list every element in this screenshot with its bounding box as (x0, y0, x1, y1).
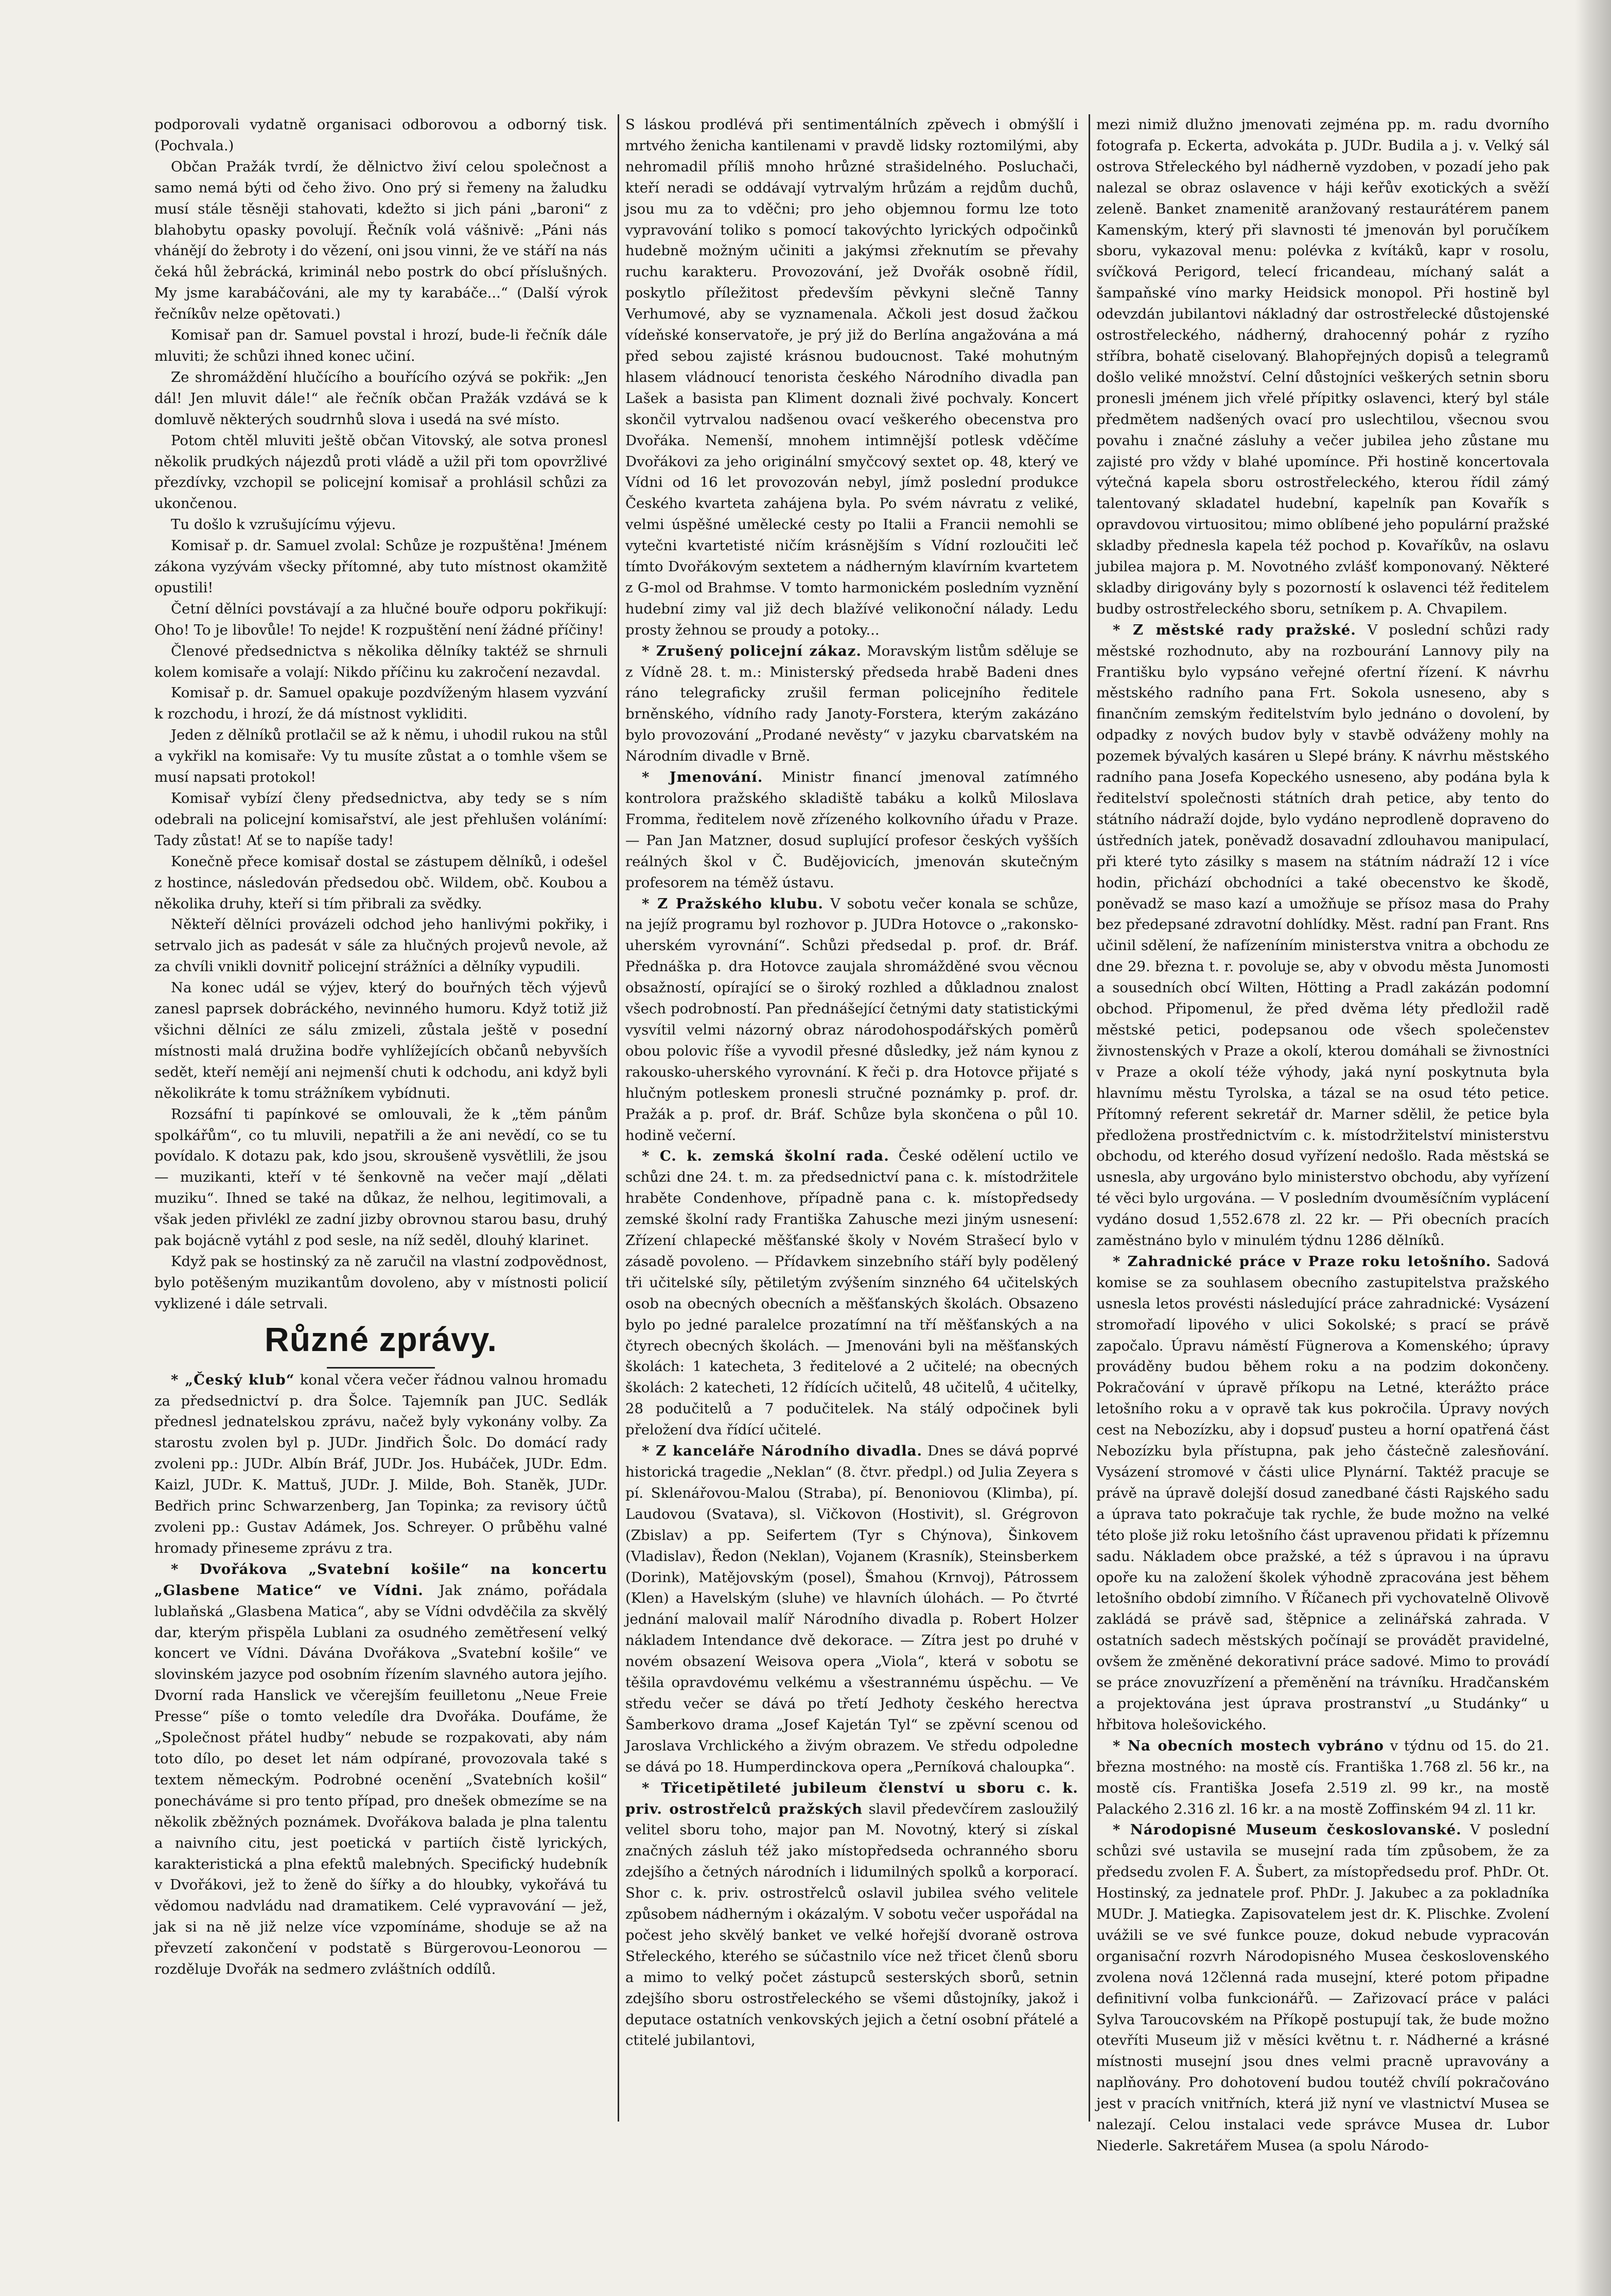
article-body: Dnes se dává poprvé historická tragedie „Neklan“ (8. čtvr. předpl.) od Julia Zeyera s pí. Sklenářovou-Malou (Straba), pí. Benoniovou (Klimba), pí. Laudovou (Svatava), sl. Vičkovon (Hostivit), sl. Grégrovon (Zbislav) a pp. Seifertem (Tyr s Chýnova), Šinkovem (Vladislav), Ředon (Neklan), Vojanem (Krasník), Steinsberkem (Dorink), Matějovským (posel), Šmahou (Krnvoj), Pátrossem (Klen) a Havelským (sluhe) ve hlavních úlohách. — Po čtvrté jednání malovail malíř Národního divadla p. Robert Holzer nákladem Intendance dvě dekorace. — Zítra jest po druhé v novém obsazení Weisova opera „Viola“, která v sobotu se těšila opravdovému velkému a všestrannému úspěchu. — Ve středu večer se dává po třetí Jedhoty českého herectva Šamberkovo drama „Josef Kajetán Tyl“ se zpěvní scenou od Jaroslava Vrchlického a živým obrazem. Ve středu odpoledne se dává po 18. Humperdinckova opera „Perníková chaloupka“. (625, 1443, 1078, 1775)
article-body: V poslední schůzi rady městské rozhodnuto, aby na rozbourání Lannovy pily na Františku bylo vypsáno veřejné ofertní řízení. K návrhu městského radního pana Frt. Sokola usneseno, aby s finančním zemským ředitelstvím bylo jednáno o dovolení, by odpadky z nových budov byly v stavbě odváženy mohly na pozemek bývalých kasáren u Slepé brány. K návrhu městského radního pana Josefa Kopeckého usneseno, aby podána byla k ředitelství společnosti státních drah petice, aby tento do státního nádraží dojde, bylo vydáno neprodleně dopraveno do ústředních jatek, poněvadž dosavadní zdlouhavou manipulací, při které tyto zásilky s masem na státním nádraží 12 i více hodin, přichází obchodníci a také obecenstvo ke škodě, poněvadž se maso kazí a umožňuje se přísoz masa do Prahy bez předepsané zdravotní dohlídky. Měst. radní pan Frant. Rns učinil sdělení, že nafízeníním ministerstva vnitra a obchodu ze dne 29. března t. r. povoluje se, aby v obvodu města Junomosti a sousedních obcí Wilten, Hötting a Pradl zakázán podomní obchod. Připomenul, že před dvěma léty předložil radě městské petici, podepsanou ode všech společenstev živnostenských v Praze a okolí, kterou domáhali se živnostníci v Praze a okolí téže výhody, jaká nyní poskytnuta byla hlavnímu městu Tyrolska, a tázal se na osud této petice. Přítomný referent sekretář dr. Marner sdělil, že petice byla předložena prostřednictvím c. k. místodržitelství ministerstvu obchodu, od kterého dosud vyřízení nedošlo. Rada městská se usnesla, aby urgováno bylo ministerstvo obchodu, aby vyřízení té věci bylo urgována. — V posledním dvouměsíčním vyplácení vydáno dosud 1,552.678 zl. 22 kr. — Při obecních pracích zaměstnáno bylo v minulém týdnu 1286 dělníků. (1096, 621, 1550, 1249)
article-heading: * Jmenování. (642, 769, 763, 786)
paragraph: Tu došlo k vzrušujícímu výjevu. (171, 516, 396, 533)
article-heading: * Zahradnické práce v Praze roku letošního. (1113, 1253, 1492, 1270)
article-heading: * „Český klub“ (171, 1371, 295, 1388)
paragraph: Četní dělníci povstávají a za hlučné bouře odporu pokřikují: Oho! To je libovůle! To nejde! K rozpuštění není žádné příčiny! (154, 600, 607, 638)
paragraph: Potom chtěl mluviti ještě občan Vitovský, ale sotva pronesl několik prudkých nájezdů proti vládě a užil při tom opovržlivé přezdívky, vzchopil se policejní komisař a prohlásil schůzi za ukončenou. (154, 432, 607, 512)
paragraph: Na konec udál se výjev, který do bouřných těch výjevů zanesl paprsek dobráckého, nevinného humoru. Když totiž již všichni dělníci ze sálu zmizeli, zůstala ještě v posední místnosti malá družina bodře vyhlížejících občanů nebyvších sedět, kteří nemějí ani nejmenší chuti k odchodu, ani když byli několikráte k tomu strážníkem vybídnuti. (154, 979, 607, 1101)
paragraph: S láskou prodlévá při sentimentálních zpěvech i obmýšlí i mrtvého ženicha kantilenami v pravdě lidsky roztomilými, aby nehromadil příliš mnoho hrůzné strašidelného. Posluchači, kteří neradi se oddávají vytrvalým hrůzám a rejdům duchů, jsou mu za to vděčni; pro jeho objemnou formu lze toto vypravování toliko s pomocí takovýchto lyrických odpočinků hudebně možným učiniti a jakýmsi zřeknutím se převahy ruchu karakteru. Provozování, jež Dvořák osobně řídil, poskytlo příležitost především pěvkyni slečně Tanny Verhumové, aby se vyznamenala. Ačkoli jest dosud žačkou vídeňské konservatoře, je prý již do Berlína angažována a má před sebou zajisté krásnou budoucnost. Také mohutným hlasem vládnoucí tenorista českého Národního divadla pan Lašek a basista pan Kliment doznali živé pochvaly. Koncert skončil vytrvalou nadšenou ovací veškerého obecenstva pro Dvořáka. Nemenší, mnohem intimnější potlesk vděčíme Dvořákovi za jeho originální smyčcový sextet op. 48, který ve Vídni od 16 let provozován nebyl, jímž poslední produkce Českého kvarteta zahájena byla. Po svém návratu z veliké, velmi úspěšné umělecké cesty po Italii a Francii nemohli se vytečni kvartetisté ničím krásnějším s Vídní rozloučiti leč tímto Dvořákovým sextetem a nádherným klavírním kvartetem z G-mol od Brahmse. V tomto harmonickém posledním vyznění hudební zimy val již dech blažívé velikonoční nálady. Ledu prosty žehnou se proudy a potoky... (625, 116, 1078, 638)
section-title: Různé zprávy. (265, 1320, 497, 1358)
paragraph: Občan Pražák tvrdí, že dělnictvo živí celou společnost a samo nemá býti od čeho živo. Ono prý si řemeny na žaludku musí stále těsněji stahovati, kdežto si jich páni „baroni“ z blahobytu opasky povolují. Řečník volá vášnivě: „Páni nás vhánějí do žebroty i do vězení, oni jsou vinni, že ve stáří na nás čeká hůl žebrácká, kriminál nebo postrk do obcí příslušných. My jsme karabáčováni, ale my ty karabáče...“ (Další výrok řečníkův nelze opětovati.) (154, 158, 607, 323)
article-body: v týdnu od 15. do 21. března mostného: na mostě cís. Františka 1.768 zl. 56 kr., na mostě cís. Františka Josefa 2.519 zl. 99 kr., na mostě Palackého 2.316 zl. 16 kr. a na mostě Zoffinském 94 zl. 11 kr. (1096, 1737, 1549, 1817)
paragraph: podporovali vydatně organisaci odborovou a odborný tisk. (Pochvala.) (154, 116, 607, 154)
article-heading: * Z městské rady pražské. (1113, 621, 1356, 638)
paragraph: Konečně přece komisař dostal se zástupem dělníků, i odešel z hostince, následován předsedou obč. Wildem, obč. Koubou a několika druhy, kteří si tím přibrali za svědky. (154, 853, 607, 912)
article-body: České odělení uctilo ve schůzi dne 24. t. m. za předsednictví pana c. k. místodržitele hraběte Condenhove, případně pana c. k. místopředsedy zemské školní rady Františka Zahusche mezi jiným usnesení: Zřízení chlapecké měšťanské školy v Novém Strašecí bylo v zásadě povoleno. — Přídavkem sinzebního stáří byly podělený tři učitelské síly, pětiletým zvýšením sinzného 64 učitelských osob na obecných obecních a měšťanských školách. Obsazeno bylo po jedné paralelce prozatímní na tří měšťanských a na čtyrech obecných školách. — Jmenováni byli na měšťanských školách: 1 katecheta, 3 ředitelové a 2 učitelé; na obecných školách: 2 katecheti, 12 řídících učitelů, 48 učitelů, 4 učitelky, 28 podučitelů a 7 podučitelek. Na stálý odpočinek byli přeložení dva řídící učitelé. (625, 1148, 1078, 1439)
article-body: konal včera večer řádnou valnou hromadu za předsednictví p. dra Šolce. Tajemník pan JUC. Sedlák přednesl jednatelskou zprávu, načež byly vykonány volby. Za starostu zvolen byl p. JUDr. Jindřich Šolc. Do domácí rady zvoleni pp.: JUDr. Albín Bráf, JUDr. Jos. Hubáček, JUDr. Edm. Kaizl, JUDr. K. Mattuš, JUDr. J. Milde, Boh. Staněk, JUDr. Bedřich princ Schwarzenberg, Jan Topinka; za revisory účtů zvoleni pp.: Gustav Adámek, Jos. Schreyer. O průběhu valné hromady přineseme zprávu z tra. (154, 1371, 607, 1556)
article-heading: * Dvořákova „Svatební košile“ na koncertu „Glasbene Matice“ ve Vídni. (154, 1561, 607, 1599)
paragraph: Jeden z dělníků protlačil se až k němu, i uhodil rukou na stůl a vykřikl na komisaře: Vy tu musíte zůstat a o tomhle všem se musí napsati protokol! (154, 727, 607, 786)
article-body: slavil předevčírem zasloužilý velitel sboru toho, major pan M. Novotný, který si získal značných zásluh též jako místopředseda ochranného sboru zdejšího a četných národních i lidumilných spolků a korporací. Shor c. k. priv. ostrostřelců oslavil jubilea svého velitele způsobem nádherným i okázalým. V sobotu večer uspořádal na počest jeho skvělý banket ve velké hořejší dvoraně ostrova Střeleckého, kterého se súčastnilo více než třicet členů sboru a mimo to velký počet zástupců sesterských sborů, setnin zdejšího sboru ostrostřeleckého se všemi důstojníky, jakož i deputace ostatních venkovských jejich a četní osobní přátelé a ctitelé jubilantovi, (625, 1800, 1079, 2049)
column-left (154, 114, 607, 2116)
article-heading: * Z Pražského klubu. (642, 895, 824, 912)
article-body: Sadová komise se za souhlasem obecního zastupitelstva pražského usnesla letos provésti následující práce zahradnické: Vysázení stromořadí lipového v ulici Sokolské; s prací se právě započalo. Úpravu náměstí Fügnerova a Komenského; úpravy prováděny budou během roku a na podzim dokončeny. Pokračování v úpravě příkopu na Letné, kterážto práce letošního roku a v opravě tak kus pokročila. Úpravy nových cest na Nebozízku, aby i dopsuď pusteu a horní opatřená část Nebozízku byla přístupna, pak jeho částečně zalesňování. Vysázení stromové v části ulice Plynární. Taktéž pracuje se právě na úpravě dolejší dosud zanedbané části Rajského sadu a úprava tato pokračuje tak rychle, že bude možno na velké této ploše již roku letošního část upravenou přidati k přízemnu sadu. Nákladem obce pražské, a též s úpravou i na úpravu opoře ku na založení školek výhodně zpracována jest během letošního období zimního. V Říčanech při vychovatelně Olivově zakládá se právě sad, štěpnice a zelinářská zahrada. V ostatních sadech městských počínají se provádět pravidelné, ovšem že změněné dekorativní práce sadové. Mimo to provádí se práce znovuzřízení a přeměnění na trávníku. Hradčanském a projektována jest úprava prostranství „u Studánky“ u hřbitova holešovického. (1096, 1253, 1549, 1733)
article-heading: * Třicetipětileté jubileum členství u sboru c. k. priv. ostrostřelců pražských (625, 1779, 1078, 1817)
paragraph: Když pak se hostinský za ně zaručil na vlastní zodpovědnost, bylo potěšeným muzikantům dovoleno, aby v místnosti policií vyklizené i dále setrvali. (154, 1253, 607, 1312)
divider (327, 1367, 435, 1369)
paragraph: mezi nimiž dlužno jmenovati zejména pp. m. radu dvorního fotografa p. Eckerta, advokáta p. JUDr. Budila a j. v. Velký sál ostrova Střeleckého byl nádherně vyzdoben, v pozadí jeho pak nalezal se obraz oslavence v háji keřův exotických a svěží zeleně. Banket znamenitě aranžovaný restaurátérem panem Kamenským, který při slavnosti té jmenován byl poručíkem sboru, vykazoval menu: polévka z kvítáků, kapr v rosolu, svíčková Perigord, telecí fricandeau, míchaný salát a šampaňské víno marky Heidsick monopol. Při hostině byl odevzdán jubilantovi nákladný dar ostrostřelecké důstojenské ostrostřeleckého, nádherný, drahocenný pohár z ryzího stříbra, bohatě ciselovaný. Blahopřejných dopisů a telegramů došlo veliké množství. Celní důstojníci veškerých setnin sboru pronesli jménem jich vřelé přípitky oslavenci, který byl stále předmětem nadšených ovací pro uslechtilou, všecnou svou povahu i značné zásluhy a večer jubilea jeho zůstane mu zajisté pro vždy v blahé upomínce. Při hostině koncertovala výtečná kapela sboru ostrostřeleckého, kterou řídil zámý talentovaný skladatel hudební, kapelník pan Kovařík s opravdovou virtuositou; mimo oblíbené jeho populární pražské skladby přednesla kapela též pochod p. Kovaříkův, na oslavu jubilea majora p. M. Novotného zvlášť komponovaný. Některé skladby dirigovány byly s pozorností k oslavenci též ředitelem budby ostrostřeleckého sboru, setníkem p. A. Chvapilem. (1096, 116, 1549, 617)
paragraph: Někteří dělníci provázeli odchod jeho hanlivými pokřiky, i setrvalo jich as padesát v sále za hlučných projevů nevole, až za chvíli vnikli dovnitř policejní strážníci a dělníky vypudili. (154, 916, 607, 975)
paragraph: Ze shromáždění hlučícího a bouřícího ozývá se pokřik: „Jen dál! Jen mluvit dále!“ ale řečník občan Pražák vzdává se k domluvě některých soudrnhů slova i usedá na své místo. (154, 369, 607, 428)
article-heading: * Na obecních mostech vybráno (1113, 1737, 1385, 1754)
column-divider (1089, 114, 1090, 2122)
paragraph: Komisař p. dr. Samuel opakuje pozdvíženým hlasem vyzvání k rozchodu, i hrozí, že dá místnost vykliditi. (154, 685, 607, 723)
paragraph: Komisař vybízí členy předsednictva, aby tedy se s ním odebrali na policejní komisařství, ale jest přehlušen volánímí: Tady zůstat! Ať se to napíše tady! (154, 790, 607, 849)
article-body: Ministr financí jmenoval zatímného kontrolora pražského skladiště tabáku a kolků Miloslava Fromma, ředitelem nově zřízeného kolkovního úřadu v Praze. — Pan Jan Matzner, dosud suplující profesor českých vyšších reálných škol v Č. Budějovicích, jmenován skutečným profesorem na téměž ústavu. (625, 769, 1078, 891)
column-right (1096, 114, 1550, 2154)
page-edge-shadow (1575, 0, 1611, 2296)
paragraph: Komisař pan dr. Samuel povstal i hrozí, bude-li řečník dále mluviti; že schůzi ihned konec učiní. (154, 327, 607, 364)
article-heading: * Zrušený policejní zákaz. (642, 642, 862, 659)
paragraph: Rozsáfní ti papínkové se omlouvali, že k „těm pánům spolkářům“, co tu mluvili, nepatřili a že ani nevědí, co se tu povídalo. K dotazu pak, kdo jsou, skroušeně vysvětlili, že jsou — muzikanti, kteří v té šenkovně na večer mají „dělati muziku“. Ihned se také na důkaz, že nelhou, legitimovali, a však jeden přivlékl ze zadní jizby obrovnou starou basu, druhý pak bojácně vytáhl z pod sesle, na níž seděl, dlouhý klarinet. (154, 1106, 607, 1249)
article-body: V poslední schůzi své ustavila se musejní rada tím způsobem, že za předsedu zvolen F. A. Šubert, za místopředsedu prof. PhDr. Ot. Hostinský, za jednatele prof. PhDr. J. Jakubec a za pokladníka MUDr. J. Matiegka. Zapisovatelem jest dr. K. Plischke. Zvolení uvážili se ve své funkce pouze, dokud nebude vypracován organisační rozvrh Národopisného Musea československého zvolena nová 12členná rada musejní, které potom připadne definitivní volba funkcionářů. — Zařizovací práce v paláci Sylva Taroucovském na Příkopě postupují tak, že bude možno otevříti Museum již v měsíci květnu t. r. Nádherné a krásné místnosti musejní jsou dnes velmi pracně upravovány a naplňovány. Pro dohotovení budou toutéž chvílí pokračováno jest v pracích vnitřních, která již nyní ve vlastnictví Musea se nalezají. Celou instalaci vede správce Musea dr. Lubor Niederle. Sakretářem Musea (a spolu Národo- (1096, 1821, 1549, 2154)
article-heading: * Z kanceláře Národního divadla. (642, 1443, 923, 1460)
article-body: V sobotu večer konala se schůze, na jejíž programu byl rozhovor p. JUDra Hotovce o „rakonsko-uherském vyrovnání“. Schůzi předsedal p. prof. dr. Bráf. Přednáška p. dra Hotovce zaujala shromážděné svou věcnou obsažností, opírající se o široký rozhled a důkladnou znalost všech podrobností. Pan přednášející četnými daty statistickými vysvítil velmi názorný obraz národohospodářských poměrů obou polovic říše a vyvodil přesné důsledky, jež nám kynou z rakousko-uherského vyrovnání. K řeči p. dra Hotovce přijaté s hlučným potleskem pronesli stručné poznámky p. prof. dr. Pražák a p. prof. dr. Bráf. Schůze byla skončena o půl 10. hodině večerní. (625, 895, 1078, 1144)
article-heading: * Národopisné Museum českoslovanské. (1113, 1821, 1462, 1838)
article-heading: * C. k. zemská školní rada. (642, 1148, 889, 1165)
column-middle (625, 114, 1078, 2127)
article-body: Moravským listům sděluje se z Vídně 28. t. m.: Ministerský předseda hrabě Badeni dnes ráno telegraficky zrušil ferman policejního ředitele brněnského, vídního rady Janoty-Forstera, kterým zakázáno bylo provozování „Prodané nevěsty“ v jazyku cbarvatském na Národním divadle v Brně. (625, 642, 1078, 765)
paragraph: Členové předsednictva s několika dělníky taktéž se shrnuli kolem komisaře a volají: Nikdo příčinu ku zakročení nezavdal. (154, 642, 607, 680)
article-body: Jak známo, pořádala lublaňská „Glasbena Matica“, aby se Vídni odvděčila za skvělý dar, kterým přispěla Lublani za osudného zemětřesení velký koncert ve Vídni. Dávána Dvořákova „Svatební košile“ ve slovinském jazyce pod osobním řízením slavného autora jejího. Dvorní rada Hanslick ve včerejším feuilletonu „Neue Freie Presse“ píše o tomto veledíle dra Dvořáka. Doufáme, že „Společnost přátel hudby“ nebude se rozpakovati, aby nám toto dílo, po deset let nám odpírané, provozovala také s textem německým. Podrobné ocenění „Svatebních košil“ ponecháváme si pro tento případ, pro dnešek obmezíme se na několik zběžných poznámek. Dvořákova balada je plna talentu a naivního citu, jest poetická v partiích čistě lyrických, karakteristická a plna efektů malebných. Specifický hudebník v Dvořákovi, jež to ženě do šířky a do hloubky, vykořává tu vědomou nadvládu nad dramatikem. Celé vypravování — jež, jak si na ně již nelze více vzpomínáme, shoduje se až na převzetí zakončení v podstatě s Bürgerovou-Leonorou — rozděluje Dvořák na sedmero zvláštních oddílů. (154, 1582, 607, 1978)
column-divider (618, 114, 619, 2122)
paragraph: Komisař p. dr. Samuel zvolal: Schůze je rozpuštěna! Jménem zákona vyzývám všecky přítomné, aby tuto místnost okamžitě opustili! (154, 537, 607, 596)
